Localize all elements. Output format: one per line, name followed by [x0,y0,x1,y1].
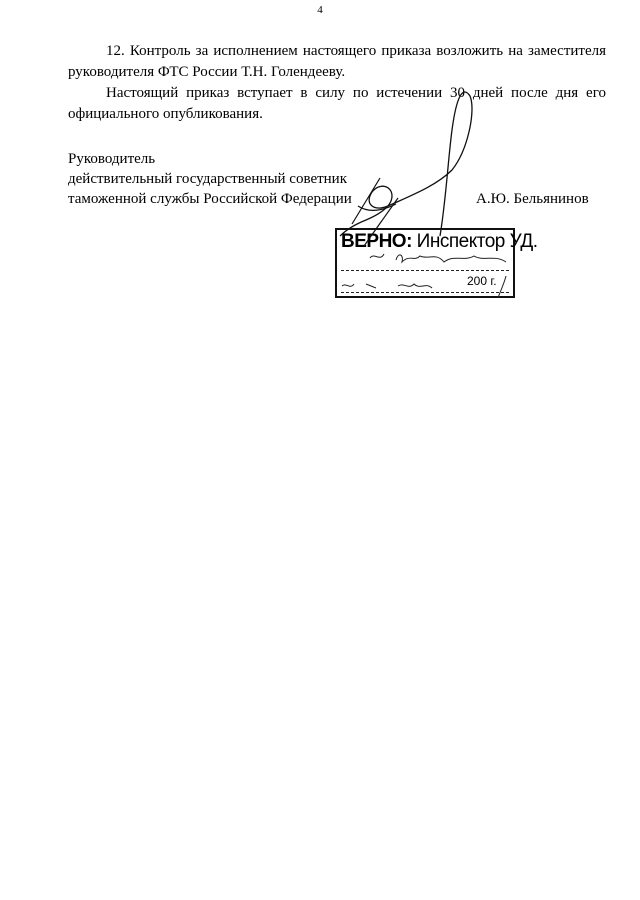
signatory-name: А.Ю. Бельянинов [476,191,589,207]
stamp-year: 200 г. [467,274,497,288]
certification-stamp [335,228,538,298]
stamp-signature-line [341,270,509,271]
signatory-position-line-3: таможенной службы Российской Федерации [68,191,352,207]
stamp-verified-label: ВЕРНО: [341,231,412,252]
stamp-inspector-label: Инспектор УД. [411,231,538,252]
signatory-position-line-1: Руководитель [68,151,156,167]
paragraph-effective-date [68,83,606,125]
stamp-date-line [341,292,509,293]
stamp-heading [341,231,537,253]
page-number: 4 [317,4,323,16]
paragraph-control [68,41,606,83]
paragraph-control-text: 12. Контроль за исполнением настоящего приказа возложить на заместителя руководителя ФТС России Т.Н. Голендееву. [68,43,606,80]
paragraph-effective-date-text: Настоящий приказ вступает в силу по истечении 30 дней после дня его официального опубликования. [68,85,606,122]
signatory-position-line-2: действительный государственный советник [68,171,348,187]
